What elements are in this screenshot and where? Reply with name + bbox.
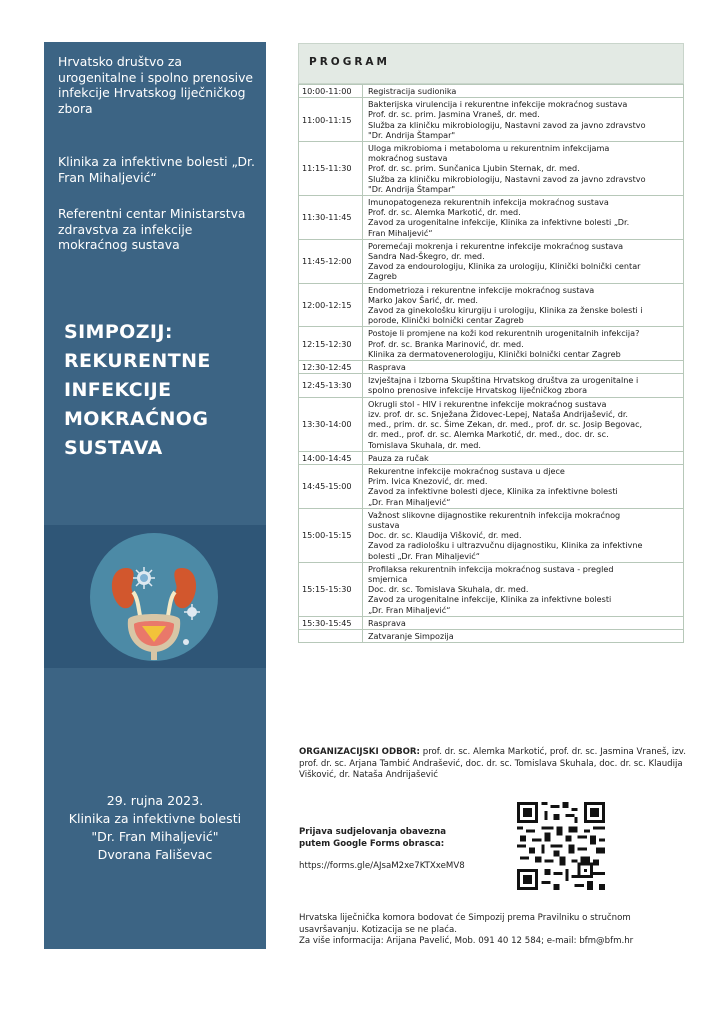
program-item-detail: Sandra Nad-Škegro, dr. med.: [368, 251, 485, 262]
program-item-title: Postoje li promjene na koži kod rekurentnih urogenitalnih infekcija?: [368, 328, 640, 339]
program-time: 13:30-14:00: [299, 397, 363, 451]
program-item-detail: "Dr. Andrija Štampar": [368, 183, 456, 194]
program-item-detail: izv. prof. dr. sc. Snježana Židovec-Lepej, Nataša Andrijašević, dr.: [368, 408, 628, 419]
program-row: [299, 283, 684, 327]
program-item: [363, 327, 684, 361]
program-header: [298, 43, 684, 84]
program-row: [299, 397, 684, 451]
event-date: 29. rujna 2023.: [106, 793, 204, 808]
program-item-title: Rasprava: [368, 362, 406, 373]
program-item: [363, 196, 684, 240]
program-item-detail: dr. med., prof. dr. sc. Alemka Markotić, dr. med., doc. dr. sc.: [368, 429, 609, 440]
title-line: REKURENTNE: [64, 350, 211, 372]
program-item-detail: Zagreb: [368, 271, 397, 282]
program-item-detail: Doc. dr. sc. Tomislava Skuhala, dr. med.: [368, 584, 529, 595]
program-row: [299, 616, 684, 629]
program-item-title: Rasprava: [368, 617, 406, 628]
program-row: [299, 562, 684, 616]
program-item-detail: Zavod za urogenitalne infekcije, Klinika za infektivne bolesti: [368, 594, 612, 605]
committee-label: ORGANIZACIJSKI ODBOR:: [299, 747, 420, 757]
program-item: [363, 239, 684, 283]
program-item-title: Okrugli stol - HIV i rekurentne infekcije mokraćnog sustava: [368, 398, 607, 409]
program-item: [363, 451, 684, 464]
program-item-detail: Marko Jakov Šarić, dr. med.: [368, 294, 478, 305]
registration-link[interactable]: https://forms.gle/AJsaM2xe7KTXxeMV8: [299, 861, 465, 871]
title-line: SUSTAVA: [64, 437, 163, 459]
committee-members: prof. dr. sc. Alemka Markotić, prof. dr. sc. Jasmina Vraneš, izv. prof. dr. sc. Arjana Tambić Andrašević, doc. dr. sc. Tomislava Skuhala, doc. dr. sc. Klaudija Višković, dr. Nataša Andrijašević: [299, 747, 686, 781]
program-row: [299, 361, 684, 374]
program-item-detail: "Dr. Andrija Štampar": [368, 129, 456, 140]
title-line: MOKRAĆNOG: [64, 408, 209, 430]
program-time: 14:00-14:45: [299, 451, 363, 464]
urinary-tract-bacteria-icon: [88, 530, 220, 664]
program-item-detail: Zavod za ginekološku kirurgiju i urologiju, Klinika za ženske bolesti i: [368, 305, 643, 316]
program-item: [363, 397, 684, 451]
program-item: [363, 374, 684, 397]
program-item-title: Pauza za ručak: [368, 452, 429, 463]
program-item-detail: Zavod za radiološku i ultrazvučnu dijagnostiku, Klinika za infektivne: [368, 540, 643, 551]
organizer-clinic: Klinika za infektivne bolesti „Dr. Fran Mihaljević“: [58, 154, 255, 185]
organizer-reference-center: Referentni centar Ministarstva zdravstva za infekcije mokraćnog sustava: [58, 206, 246, 253]
program-row: [299, 196, 684, 240]
program-item-title: Poremećaji mokrenja i rekurentne infekcije mokraćnog sustava: [368, 240, 624, 251]
program-item: [363, 85, 684, 98]
event-hall: Dvorana Fališevac: [97, 847, 213, 862]
program-time: 11:30-11:45: [299, 196, 363, 240]
registration-label: [299, 826, 499, 850]
title-line: SIMPOZIJ:: [64, 321, 173, 343]
event-venue: Klinika za infektivne bolesti: [68, 811, 242, 826]
program-time: 15:00-15:15: [299, 508, 363, 562]
program-item: [363, 629, 684, 642]
footer-note: [299, 913, 699, 948]
program-time: 11:45-12:00: [299, 239, 363, 283]
program-item-detail: Zavod za endourologiju, Klinika za urologiju, Klinički bolnički centar: [368, 261, 641, 272]
program-item-detail: Služba za kliničku mikrobiologiju, Nastavni zavod za javno zdravstvo: [368, 173, 646, 184]
program-item-detail: Služba za kliničku mikrobiologiju, Nastavni zavod za javno zdravstvo: [368, 119, 646, 130]
program-item-title: Izvještajna i Izborna Skupština Hrvatskog društva za urogenitalne i: [368, 375, 639, 386]
program-item: [363, 464, 684, 508]
program-item-detail: med., prim. dr. sc. Šime Zekan, dr. med., prof. dr. sc. Josip Begovac,: [368, 419, 643, 430]
organizing-committee: [299, 747, 699, 782]
program-item-detail: bolesti „Dr. Fran Mihaljević“: [368, 550, 480, 561]
organizer-society: Hrvatsko društvo za urogenitalne i spolno prenosive infekcije Hrvatskog liječničkog zbora: [58, 54, 254, 116]
program-item-detail: porode, Klinički bolnički centar Zagreb: [368, 315, 524, 326]
program-row: [299, 451, 684, 464]
program-item-detail: smjernica: [368, 573, 408, 584]
program-row: [299, 98, 684, 142]
program-time: 11:15-11:30: [299, 142, 363, 196]
symposium-title: [64, 318, 264, 463]
program-time: 15:30-15:45: [299, 616, 363, 629]
program-item-detail: Zavod za infektivne bolesti djece, Klinika za infektivne bolesti: [368, 486, 618, 497]
program-item: [363, 98, 684, 142]
program-item-title: Bakterijska virulencija i rekurentne infekcije mokraćnog sustava: [368, 99, 628, 110]
program-item-title: Rekurentne infekcije mokraćnog sustava u djece: [368, 465, 565, 476]
qr-code-icon[interactable]: [517, 802, 605, 890]
program-row: [299, 239, 684, 283]
program-time: 11:00-11:15: [299, 98, 363, 142]
program-time: 14:45-15:00: [299, 464, 363, 508]
program-item-detail: spolno prenosive infekcije Hrvatskog liječničkog zbora: [368, 385, 588, 396]
program-row: [299, 464, 684, 508]
footer-line: usavršavanju. Kotizacija se ne plaća.: [299, 924, 457, 935]
program-table-body: [299, 85, 684, 643]
program-item-title: Registracija sudionika: [368, 86, 457, 96]
program-heading: PROGRAM: [309, 56, 390, 68]
program-row: [299, 374, 684, 397]
program-row: [299, 629, 684, 642]
program-item-detail: Klinika za dermatovenerologiju, Klinički bolnički centar Zagreb: [368, 348, 621, 359]
program-time: 12:00-12:15: [299, 283, 363, 327]
program-time: 12:45-13:30: [299, 374, 363, 397]
registration-label-line: putem Google Forms obrasca:: [299, 839, 445, 849]
event-venue-name: "Dr. Fran Mihaljević": [91, 829, 219, 844]
program-item-detail: Prof. dr. sc. Alemka Markotić, dr. med.: [368, 207, 521, 218]
program-time: 10:00-11:00: [299, 85, 363, 98]
program-item-detail: Doc. dr. sc. Klaudija Višković, dr. med.: [368, 530, 522, 541]
program-item-title: Imunopatogeneza rekurentnih infekcija mokraćnog sustava: [368, 197, 609, 208]
program-item: [363, 283, 684, 327]
program-time: 15:15-15:30: [299, 562, 363, 616]
program-item: [363, 616, 684, 629]
program-item-detail: Zavod za urogenitalne infekcije, Klinika za infektivne bolesti „Dr.: [368, 217, 630, 228]
program-item-detail: „Dr. Fran Mihaljević“: [368, 604, 451, 615]
program-item: [363, 361, 684, 374]
program-item-title: Važnost slikovne dijagnostike rekurentnih infekcija mokraćnog: [368, 509, 621, 520]
footer-contact: Za više informacija: Arijana Pavelić, Mob. 091 40 12 584; e-mail: bfm@bfm.hr: [299, 936, 634, 947]
program-item-detail: Prof. dr. sc. Branka Marinović, dr. med.: [368, 338, 524, 349]
program-time: [299, 629, 363, 642]
registration-label-line: Prijava sudjelovanja obavezna: [299, 827, 447, 837]
program-item-detail: mokraćnog sustava: [368, 153, 448, 164]
program-item-detail: „Dr. Fran Mihaljević“: [368, 496, 451, 507]
program-item-detail: Tomislava Skuhala, dr. med.: [368, 439, 481, 450]
program-item-detail: Prof. dr. sc. prim. Sunčanica Ljubin Sternak, dr. med.: [368, 163, 580, 174]
program-item-detail: Fran Mihaljević“: [368, 227, 433, 238]
program-row: [299, 508, 684, 562]
program-item-title: Endometrioza i rekurentne infekcije mokraćnog sustava: [368, 284, 595, 295]
program-item-detail: sustava: [368, 519, 400, 530]
program-item-title: Profilaksa rekurentnih infekcija mokraćnog sustava - pregled: [368, 563, 614, 574]
program-time: 12:15-12:30: [299, 327, 363, 361]
program-item-detail: Prim. Ivica Knezović, dr. med.: [368, 476, 488, 487]
title-line: INFEKCIJE: [64, 379, 172, 401]
program-item-title: Uloga mikrobioma i metaboloma u rekurentnim infekcijama: [368, 143, 610, 154]
program-row: [299, 85, 684, 98]
program-item: [363, 508, 684, 562]
program-item-title: Zatvaranje Simpozija: [368, 630, 454, 641]
program-time: 12:30-12:45: [299, 361, 363, 374]
program-row: [299, 142, 684, 196]
program-item-detail: Prof. dr. sc. prim. Jasmina Vraneš, dr. med.: [368, 109, 540, 120]
program-item: [363, 142, 684, 196]
program-table: [298, 84, 684, 643]
program-item: [363, 562, 684, 616]
footer-line: Hrvatska liječnička komora bodovat će Simpozij prema Pravilniku o stručnom: [299, 913, 631, 923]
event-info: [44, 792, 266, 864]
sidebar: [44, 42, 266, 949]
program-row: [299, 327, 684, 361]
